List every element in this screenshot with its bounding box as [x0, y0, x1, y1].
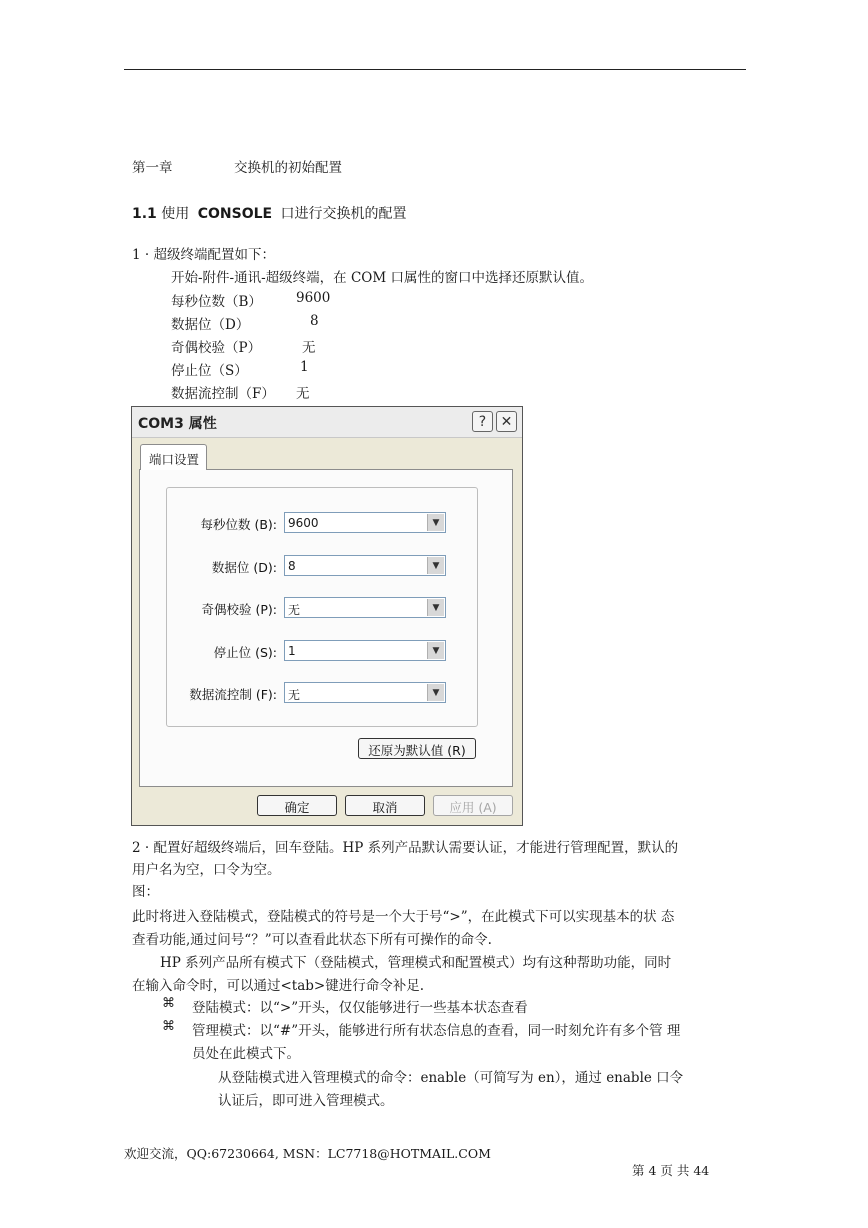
- close-icon[interactable]: ✕: [496, 411, 517, 432]
- bullet-text: 登陆模式：以“>”开头，仅仅能够进行一些基本状态查看: [192, 1000, 528, 1016]
- para1-line2: 查看功能,通过问号“？”可以查看此状态下所有可操作的命令.: [132, 932, 492, 948]
- step2-line2: 用户名为空，口令为空。: [132, 862, 281, 878]
- stop-bits-select[interactable]: [284, 640, 446, 661]
- chapter-label: 第一章: [132, 160, 173, 176]
- para1-line1: 此时将进入登陆模式，登陆模式的符号是一个大于号“>”，在此模式下可以实现基本的状 态: [132, 909, 675, 925]
- flow-control-select[interactable]: [284, 682, 446, 703]
- baud-rate-label: 每秒位数 (B):: [200, 517, 277, 532]
- bullet-text: 管理模式：以“#”开头，能够进行所有状态信息的查看，同一时刻允许有多个管 理: [192, 1023, 681, 1039]
- chevron-down-icon[interactable]: ▼: [427, 514, 444, 531]
- settings-group: [166, 487, 478, 727]
- setting-value: 1: [300, 359, 309, 375]
- sub-line1: 从登陆模式进入管理模式的命令：enable（可简写为 en），通过 enable 口令: [218, 1070, 684, 1086]
- section-post: 口进行交换机的配置: [280, 206, 407, 222]
- cancel-button[interactable]: 取消: [345, 795, 425, 816]
- section-number: 1.1: [132, 206, 157, 222]
- dialog-title: COM3 属性: [138, 416, 217, 432]
- footer-contact: 欢迎交流，QQ:67230664, MSN：LC7718@HOTMAIL.COM: [124, 1146, 491, 1161]
- page-number: 第 4 页 共 44: [632, 1163, 710, 1178]
- apply-button[interactable]: 应用 (A): [433, 795, 513, 816]
- data-bits-value: 8: [288, 559, 296, 573]
- setting-label: 数据流控制（F）: [171, 386, 275, 402]
- parity-value: 无: [288, 603, 301, 617]
- stop-bits-label: 停止位 (S):: [213, 645, 277, 660]
- chevron-down-icon[interactable]: ▼: [427, 557, 444, 574]
- help-icon[interactable]: ?: [472, 411, 493, 432]
- data-bits-select[interactable]: [284, 555, 446, 576]
- para2-line1: HP 系列产品所有模式下（登陆模式，管理模式和配置模式）均有这种帮助功能，同时: [160, 955, 672, 971]
- step1-intro: 开始-附件-通讯-超级终端，在 COM 口属性的窗口中选择还原默认值。: [171, 270, 593, 286]
- tab-port-settings[interactable]: 端口设置: [140, 444, 207, 470]
- data-bits-label: 数据位 (D):: [211, 560, 277, 575]
- section-heading: [132, 203, 407, 223]
- setting-value: 9600: [296, 290, 331, 306]
- com-properties-dialog: [131, 406, 523, 826]
- figure-label: 图：: [132, 884, 159, 900]
- setting-value: 8: [310, 313, 319, 329]
- dialog-titlebar: [132, 407, 522, 438]
- parity-label: 奇偶校验 (P):: [201, 602, 277, 617]
- flow-control-label: 数据流控制 (F):: [189, 687, 277, 702]
- chevron-down-icon[interactable]: ▼: [427, 684, 444, 701]
- header-rule: [124, 69, 746, 70]
- baud-rate-value: 9600: [288, 516, 319, 530]
- setting-label: 数据位（D）: [171, 317, 250, 333]
- bullet-icon: ⌘: [162, 996, 175, 1011]
- flow-control-value: 无: [288, 688, 301, 702]
- bullet-continuation: 员处在此模式下。: [192, 1046, 300, 1062]
- setting-label: 停止位（S）: [171, 363, 248, 379]
- setting-label: 每秒位数（B）: [171, 294, 262, 310]
- restore-defaults-button[interactable]: 还原为默认值 (R): [358, 738, 476, 759]
- setting-value: 无: [296, 386, 310, 402]
- step1-heading: 1 · 超级终端配置如下：: [132, 247, 275, 263]
- chapter-title: 交换机的初始配置: [234, 160, 342, 176]
- ok-button[interactable]: 确定: [257, 795, 337, 816]
- chevron-down-icon[interactable]: ▼: [427, 642, 444, 659]
- parity-select[interactable]: [284, 597, 446, 618]
- setting-value: 无: [302, 340, 316, 356]
- step2-line1: 2 · 配置好超级终端后，回车登陆。HP 系列产品默认需要认证，才能进行管理配置，默认的: [132, 840, 679, 856]
- chevron-down-icon[interactable]: ▼: [427, 599, 444, 616]
- port-settings-panel: [139, 469, 513, 787]
- baud-rate-select[interactable]: [284, 512, 446, 533]
- bullet-icon: ⌘: [162, 1019, 175, 1034]
- section-pre: 使用: [161, 206, 190, 222]
- stop-bits-value: 1: [288, 644, 296, 658]
- section-keyword: CONSOLE: [197, 206, 273, 222]
- setting-label: 奇偶校验（P）: [171, 340, 262, 356]
- sub-line2: 认证后，即可进入管理模式。: [218, 1093, 394, 1109]
- para2-line2: 在输入命令时，可以通过<tab>键进行命令补足.: [132, 978, 425, 994]
